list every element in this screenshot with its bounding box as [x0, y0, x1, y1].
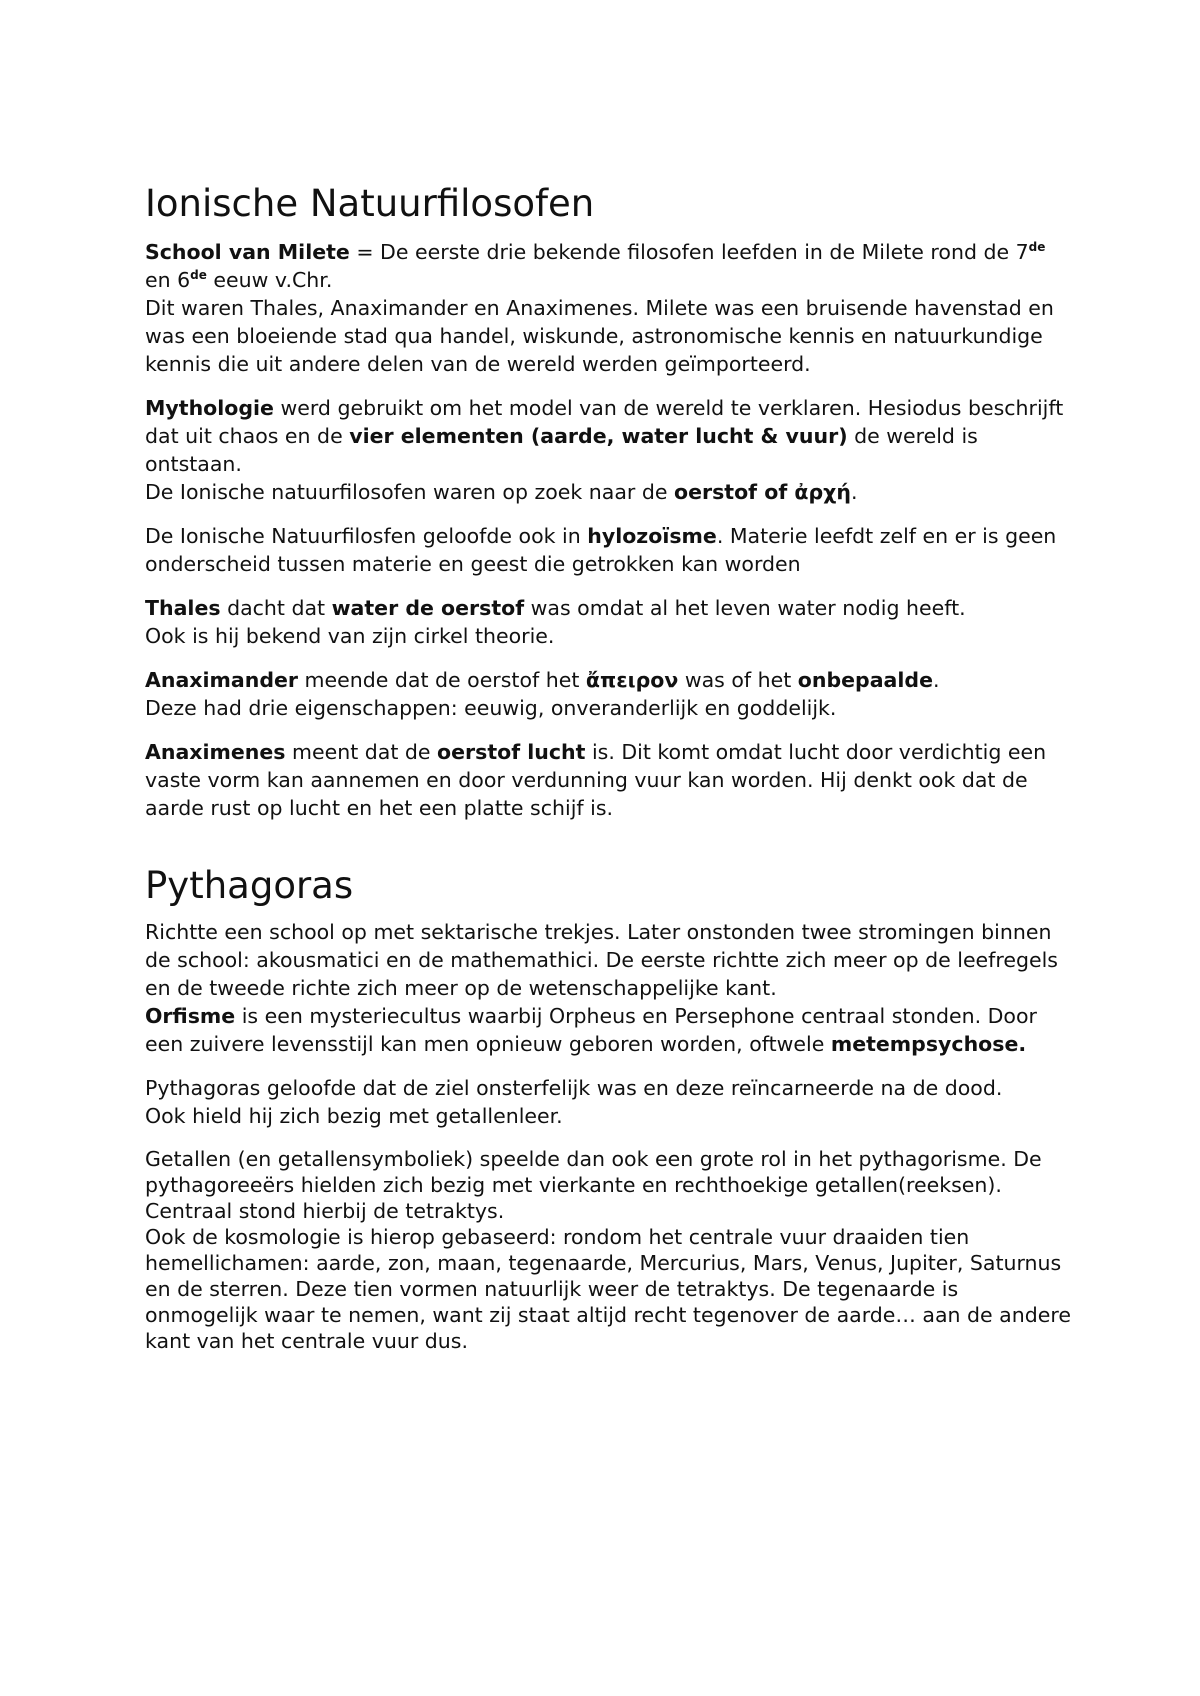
paragraph-anaximander: Anaximander meende dat de oerstof het ἄπειρον was of het onbepaalde. Deze had drie eigenschappen: eeuwig, onveranderlijk en goddelijk. [145, 668, 940, 720]
document-body [145, 180, 1075, 1370]
paragraph-thales: Thales dacht dat water de oerstof was omdat al het leven water nodig heeft. Ook is hij bekend van zijn cirkel theorie. [145, 596, 966, 648]
term-metempsychose: metempsychose. [830, 1032, 1027, 1056]
paragraph-ziel: Pythagoras geloofde dat de ziel onsterfelijk was en deze reïncarneerde na de dood. Ook hield hij zich bezig met getallenleer. [145, 1076, 1003, 1128]
term-anaximenes: Anaximenes [145, 740, 286, 764]
paragraph-getallen: Getallen (en getallensymboliek) speelde dan ook een grote rol in het pythagorisme. De pythagoreeërs hielden zich bezig met vierkante en rechthoekige getallen(reeksen). Centraal stond hierbij de tetraktys. Ook de kosmologie is hierop gebaseerd: rondom het centrale vuur draaiden tien hemellichamen: aarde, zon, maan, tegenaarde, Mercurius, Mars, Venus, Jupiter, Saturnus en de sterren. Deze tien vormen natuurlijk weer de tetraktys. De tegenaarde is onmogelijk waar te nemen, want zij staat altijd recht tegenover de aarde… aan de andere kant van het centrale vuur dus. [145, 1147, 1071, 1353]
term-hylozoisme: hylozoïsme [587, 524, 717, 548]
paragraph-hylozoisme: De Ionische Natuurfilosfen geloofde ook in hylozoïsme. Materie leefdt zelf en er is geen onderscheid tussen materie en geest die getrokken kan worden [145, 524, 1057, 576]
heading-ionische-natuurfilosofen: Ionische Natuurfilosofen [145, 182, 595, 225]
term-mythologie: Mythologie [145, 396, 274, 420]
paragraph-school-van-milete: School van Milete = De eerste drie bekende filosofen leefden in de Milete rond de 7de en 6de eeuw v.Chr. Dit waren Thales, Anaximander en Anaximenes. Milete was een bruisende havenstad en was een bloeiende stad qua handel, wiskunde, astronomische kennis en natuurkundige kennis die uit andere delen van de wereld werden geïmporteerd. [145, 240, 1054, 376]
term-orfisme: Orfisme [145, 1004, 236, 1028]
term-oerstof-arche: oerstof of ἀρχή [674, 480, 851, 504]
heading-pythagoras: Pythagoras [145, 864, 354, 907]
paragraph-anaximenes: Anaximenes meent dat de oerstof lucht is. Dit komt omdat lucht door verdichtig een vaste vorm kan aannemen en door verdunning vuur kan worden. Hij denkt ook dat de aarde rust op lucht en het een platte schijf is. [145, 740, 1047, 820]
paragraph-milete-line: Dit waren Thales, Anaximander en Anaximenes. Milete was een bruisende havenstad en was een bloeiende stad qua handel, wiskunde, astronomische kennis en natuurkundige kennis die uit andere delen van de wereld werden geïmporteerd. [145, 296, 1054, 376]
paragraph-pythagoras-school: Richtte een school op met sektarische trekjes. Later onstonden twee stromingen binnen de school: akousmatici en de mathemathici. De eerste richtte zich meer op de leefregels en de tweede richte zich meer op de wetenschappelijke kant. Orfisme is een mysteriecultus waarbij Orpheus en Persephone centraal stonden. Door een zuivere levensstijl kan men opnieuw geboren worden, oftwele metempsychose. [145, 920, 1058, 1056]
term-anaximander: Anaximander [145, 668, 299, 692]
term-thales: Thales [145, 596, 221, 620]
paragraph-mythologie: Mythologie werd gebruikt om het model van de wereld te verklaren. Hesiodus beschrijft dat uit chaos en de vier elementen (aarde, water lucht & vuur) de wereld is ontstaan. De Ionische natuurfilosofen waren op zoek naar de oerstof of ἀρχή. [145, 396, 1064, 504]
term-school-van-milete: School van Milete [145, 240, 350, 264]
